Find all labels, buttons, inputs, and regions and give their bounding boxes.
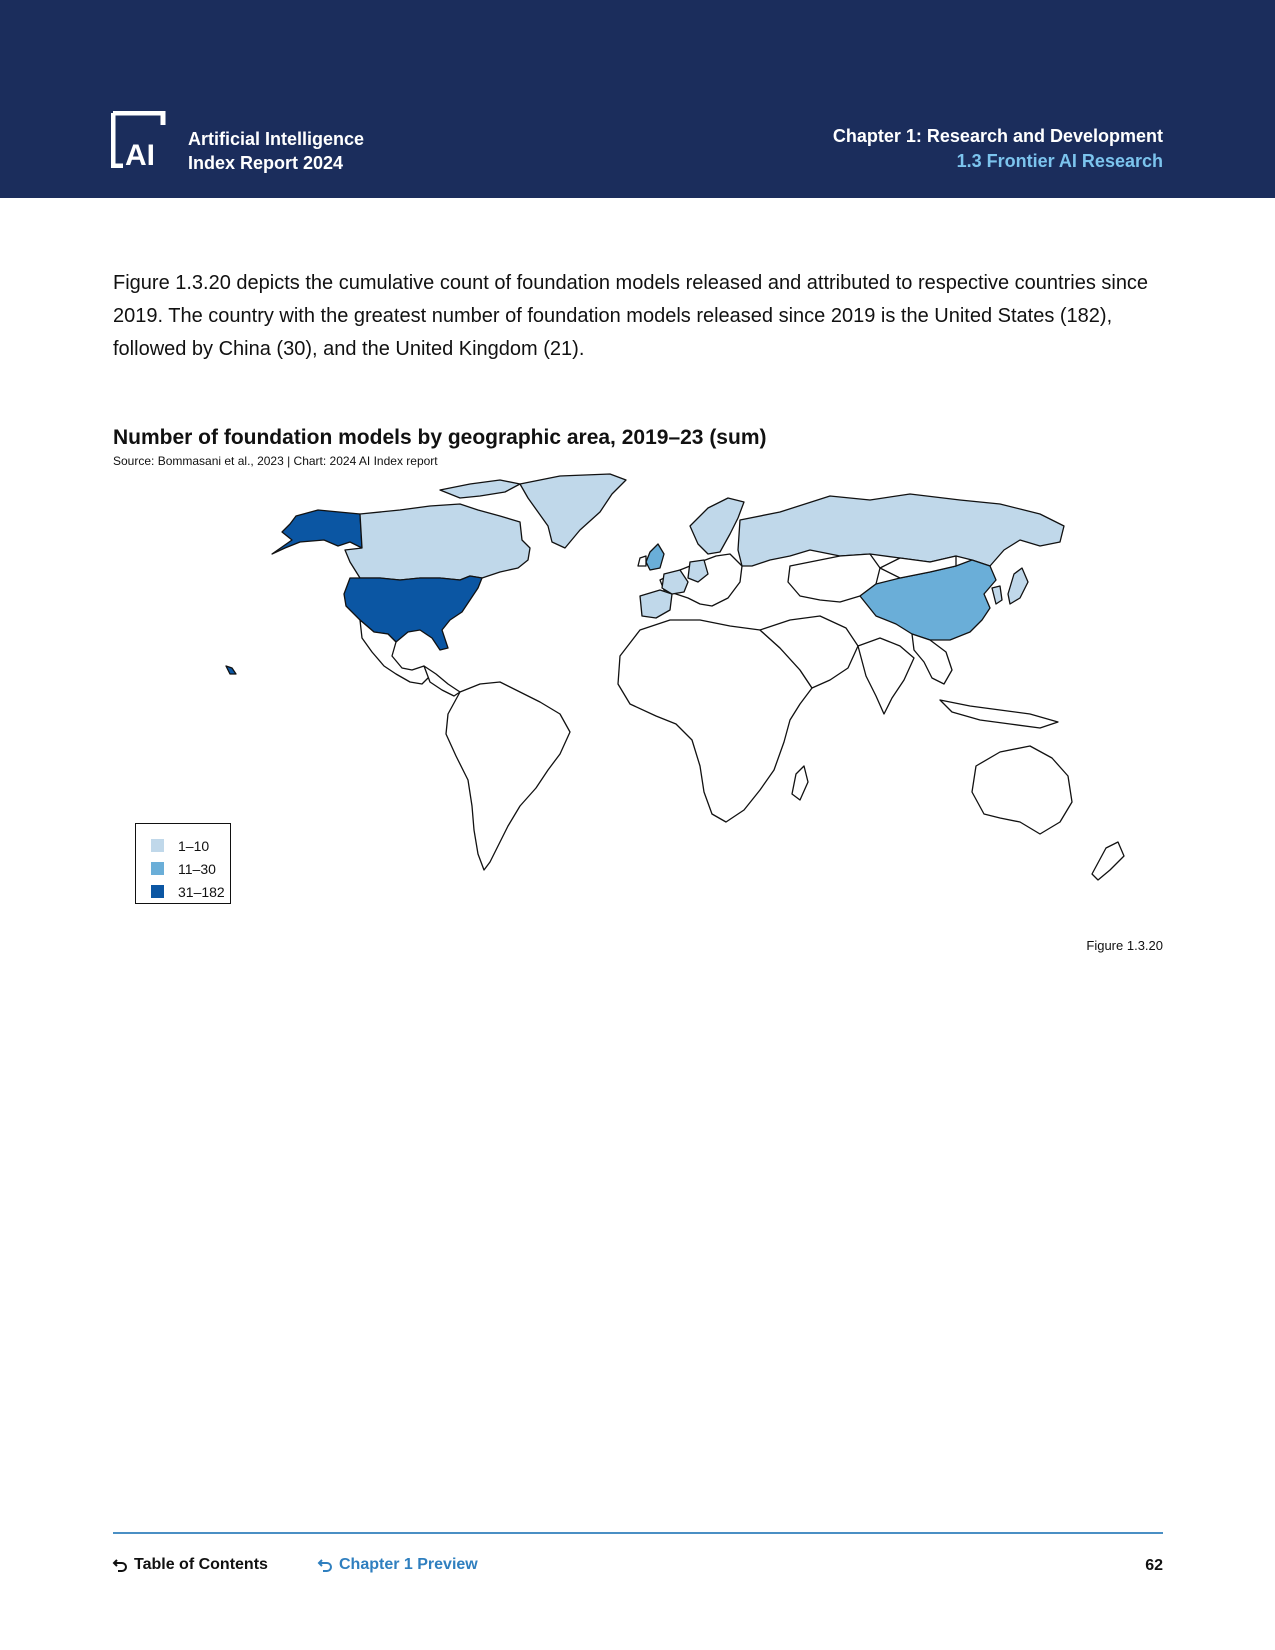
country-greenland [520,474,626,548]
country-scandinavia [690,498,744,554]
us-hawaii [226,666,236,674]
country-madagascar [792,766,808,800]
chapter-title: Chapter 1: Research and Development [832,126,1163,146]
legend-swatch-low [151,839,164,852]
continent-south-america [446,682,570,870]
ai-index-logo-icon [111,111,174,168]
chart-source: Source: Bommasani et al., 2023 | Chart: 2024 AI Index report [113,454,438,468]
table-of-contents-link[interactable] [112,1556,268,1574]
legend-item-low [151,834,230,857]
chapter-preview-label: Chapter 1 Preview [339,1556,478,1573]
return-arrow-icon [112,1557,128,1573]
country-india [858,638,914,714]
report-title [188,127,364,175]
intro-paragraph: Figure 1.3.20 depicts the cumulative count of foundation models released and attributed to respective countries since 2019. The country with the greatest number of foundation models released since 2019 is the United States (182), followed by China (30), and the United Kingdom (21). [113,272,1149,360]
country-united-kingdom [646,544,664,570]
region-southeast-asia [912,634,952,684]
report-title-line2: Index Report 2024 [188,153,344,173]
legend-item-high [151,880,230,903]
country-spain [640,590,672,618]
region-central-america [424,666,460,696]
logo-lettering: AI [125,139,155,168]
legend-label-mid: 11–30 [178,860,216,877]
report-title-line1: Artificial Intelligence [188,129,365,149]
chart-title: Number of foundation models by geographic area, 2019–23 (sum) [113,426,767,449]
page-number: 62 [1145,1557,1163,1574]
country-canada [345,504,530,580]
footer-divider [113,1532,1163,1534]
country-usa-alaska [272,510,362,554]
legend-label-low: 1–10 [178,837,210,854]
table-of-contents-label: Table of Contents [134,1556,268,1573]
legend-label-high: 31–182 [178,883,225,900]
region-indonesia [940,700,1058,728]
country-australia [972,746,1072,834]
country-new-zealand [1092,842,1124,880]
canada-arctic-islands [440,480,520,498]
country-ireland [638,556,646,566]
return-arrow-icon [317,1557,333,1573]
country-south-korea [992,586,1002,604]
country-japan [1008,568,1028,604]
report-header [0,0,1275,198]
chapter-preview-link[interactable] [317,1556,478,1574]
chapter-heading [833,124,1163,174]
legend-swatch-high [151,885,164,898]
section-title: 1.3 Frontier AI Research [956,151,1163,171]
country-russia [738,494,1064,566]
map-legend [135,823,231,904]
figure-label: Figure 1.3.20 [1086,938,1163,953]
legend-swatch-mid [151,862,164,875]
legend-item-mid [151,857,230,880]
